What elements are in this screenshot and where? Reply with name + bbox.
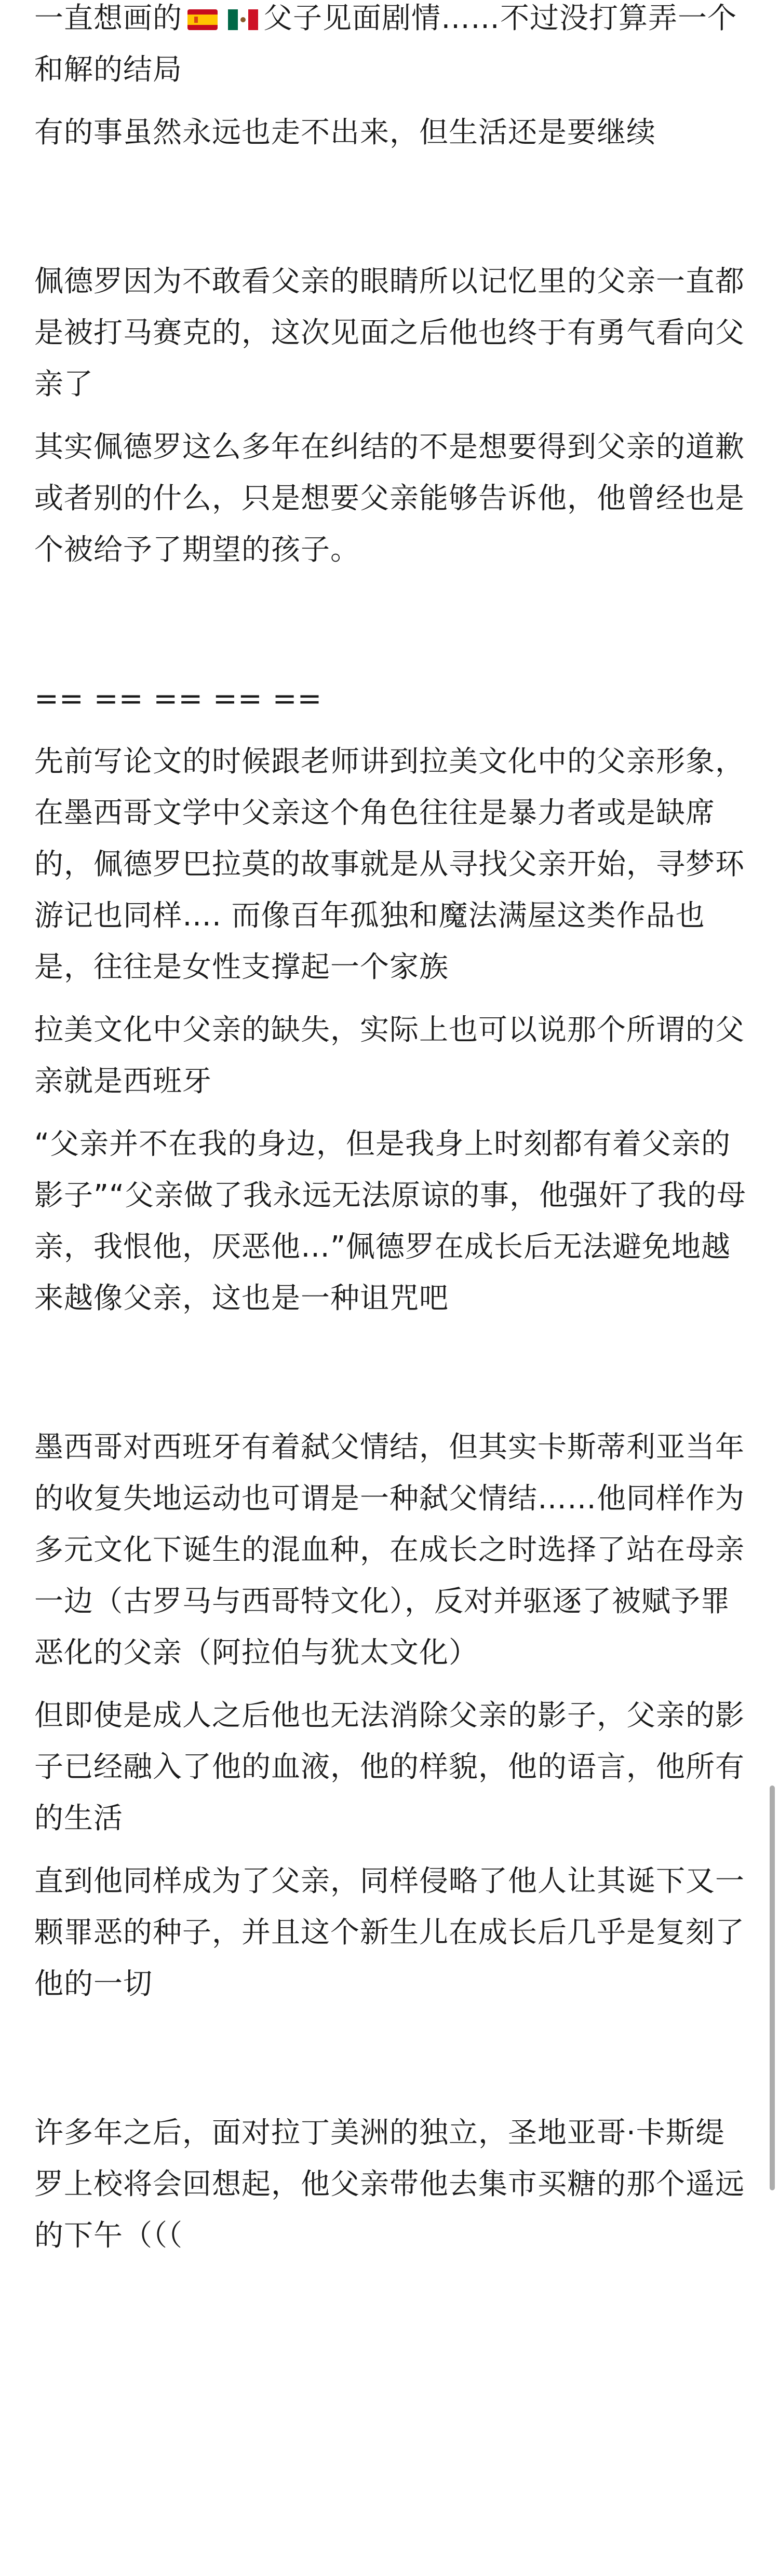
post-body [34,0,751,2261]
paragraph-7: 墨西哥对西班牙有着弑父情结，但其实卡斯蒂利亚当年的收复失地运动也可谓是一种弑父情结……他同样作为多元文化下诞生的混血种，在成长之时选择了站在母亲一边（古罗马与西哥特文化），反对并驱逐了被赋予罪恶化的父亲（阿拉伯与犹太文化） [34,1430,745,1670]
intro-suffix: 父子见面剧情……不过没打算弄一个和解的结局 [34,2,737,87]
paragraph-4: 先前写论文的时候跟老师讲到拉美文化中的父亲形象，在墨西哥文学中父亲这个角色往往是暴力者或是缺席的，佩德罗巴拉莫的故事就是从寻找父亲开始，寻梦环游记也同样…. 而像百年孤独和魔法满屋这类作品也是，往往是女性支撑起一个家族 [34,745,745,984]
scrollbar[interactable] [770,1786,775,2190]
spain-flag-icon [187,9,218,30]
mexico-flag-icon [228,9,258,30]
paragraph-5: 拉美文化中父亲的缺失，实际上也可以说那个所谓的父亲就是西班牙 [34,1013,745,1098]
intro-prefix: 一直想画的 [34,2,182,35]
paragraph-10: 许多年之后，面对拉丁美洲的独立，圣地亚哥·卡斯缇罗上校将会回想起，他父亲带他去集市买糖的那个遥远的下午（（（ [34,2116,745,2253]
paragraph-9: 直到他同样成为了父亲，同样侵略了他人让其诞下又一颗罪恶的种子，并且这个新生儿在成长后几乎是复刻了他的一切 [34,1864,745,2001]
section-divider: == == == == == [34,682,323,716]
paragraph-2: 佩德罗因为不敢看父亲的眼睛所以记忆里的父亲一直都是被打马赛克的，这次见面之后他也终于有勇气看向父亲了 [34,265,745,401]
intro-paragraph [34,0,751,96]
paragraph-3: 其实佩德罗这么多年在纠结的不是想要得到父亲的道歉或者别的什么，只是想要父亲能够告诉他，他曾经也是个被给予了期望的孩子。 [34,430,745,567]
paragraph-8: 但即使是成人之后他也无法消除父亲的影子，父亲的影子已经融入了他的血液，他的样貌，他的语言，他所有的生活 [34,1699,745,1835]
paragraph-1: 有的事虽然永远也走不出来，但生活还是要继续 [34,116,656,149]
paragraph-6: “父亲并不在我的身边，但是我身上时刻都有着父亲的影子”“父亲做了我永远无法原谅的事，他强奸了我的母亲，我恨他，厌恶他…”佩德罗在成长后无法避免地越来越像父亲，这也是一种诅咒吧 [34,1127,747,1315]
